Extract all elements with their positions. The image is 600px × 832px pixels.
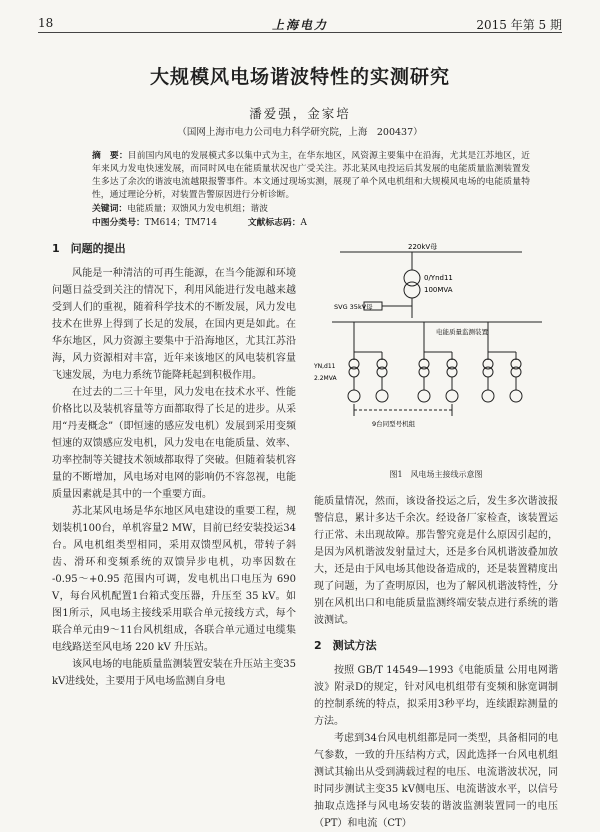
section1-paragraph: 苏北某风电场是华东地区风电建设的重要工程，规划装机100台，单机容量2 MW，目前已经安装投运34台。风电机组类型相同，采用双馈型风机，带转子斜齿、滑环和变频系统的双馈异步电机，功率因数在 -0.95～+0.95 范围内可调，发电机出口电压为 690 V，每台风机配置1台箱式变压器，升压至 35 kV。如图1所示，风电场主接线采用联合单元接线方式，每个联合单元由9～11台风机组成，各联合单元通过电缆集电线路送至风电场 220 kV 升压站。	[52, 506, 296, 653]
section1-paragraph: 风能是一种清洁的可再生能源，在当今能源和环境问题日益受到关注的情况下，利用风能进行发电越来越受到人们的重视，随着科学技术的不断发展，风力发电技术在世界上得到了长足的发展，在国内更是如此。在华东地区，风力资源主要集中于沿海地区，尤其江苏沿海，风力资源相对丰富，近年来该地区的风电装机容量飞速发展，为电力系统节能降耗起到积极作用。	[52, 268, 296, 381]
unit-note-label: 9台同型号机组	[372, 420, 416, 428]
unit-capacity-label: 2.2MVA	[314, 375, 337, 382]
keywords: 电能质量；双馈风力发电机组；谐波	[127, 204, 268, 214]
figure-caption: 图1 风电场主接线示意图	[389, 470, 483, 479]
left-column	[52, 240, 296, 690]
abstract-label: 摘 要：	[92, 151, 128, 161]
grid-voltage-label: 220kV母	[408, 243, 438, 251]
transformer-type-label: 0/Ynd11	[424, 274, 453, 282]
wiring-diagram	[312, 240, 560, 485]
abstract-block	[92, 150, 530, 230]
section1-paragraph: 该风电场的电能质量监测装置安装在升压站主变35 kV进线处，主要用于风电场监测自身电	[52, 659, 296, 687]
abstract-text: 目前国内风电的发展模式多以集中式为主，在华东地区，风资源主要集中在沿海，尤其是江苏地区，近年来风力发电快速发展，而同时风电在能质量状况也广受关注。苏北某风电投运后其发展的电能质量监测装置发生多达了余次的谐波电流越限报警事件。本文通过现场实测，展现了单个风电机组和大规模风电场的电能质量特性，通过理论分析，对装置告警原因进行分析诊断。	[92, 151, 530, 200]
doc-code-label: 文献标志码：	[247, 218, 301, 228]
section2-paragraph: 按照 GB/T 14549—1993《电能质量 公用电网谐波》附录D的规定，针对风电机组带有变频和脉宽调制的控制系统的特点，拟采用3秒平均，连续跟踪测量的方法。	[314, 665, 558, 727]
authors: 潘爱强，金家培	[249, 106, 351, 121]
paper-title: 大规模风电场谐波特性的实测研究	[149, 66, 450, 88]
section2-heading: 2 测试方法	[314, 639, 377, 652]
wiring-diagram-svg	[312, 240, 560, 468]
svg-bus-label: SVG 35kV母	[334, 303, 373, 311]
transformer-capacity-label: 100MVA	[424, 286, 453, 294]
unit-connection-label: YN,d11	[314, 363, 336, 370]
section2-paragraph: 考虑到34台风电机组都是同一类型，具备相同的电气参数，一致的升压结构方式，因此选择一台风电机组测试其输出从受到满载过程的电压、电流谐波状况，同时同步测试主变35 kV侧电压、电流谐波水平，以信号抽取点选择与风电场安装的谐波监测装置同一的电压（PT）和电流（CT）	[314, 733, 558, 829]
journal-name: 上海电力	[271, 18, 328, 32]
page-header	[38, 14, 562, 33]
right-column	[314, 493, 558, 832]
class-label: 中图分类号：	[92, 218, 145, 228]
section1-paragraph: 在过去的二三十年里，风力发电在技术水平、性能价格比以及装机容量等方面都取得了长足的进步。从采用“丹麦概念”（即恒速的感应发电机）发展到采用变频恒速的双馈感应发电机，风力发电在电能质量、效率、功率控制等关键技术领域都取得了突破。但随着装机容量的不断增加，风电场对电网的影响仍不容忽视，电能质量因素就是其中的一个重要方面。	[52, 387, 296, 500]
affiliation: （国网上海市电力公司电力科学研究院，上海 200437）	[177, 127, 423, 138]
issue-label: 2015 年第 5 期	[476, 18, 562, 32]
page-number: 18	[38, 16, 54, 30]
keywords-label: 关键词：	[92, 204, 128, 214]
doc-code: A	[300, 218, 307, 228]
continued-paragraph: 能质量情况，然而，该设备投运之后，发生多次谐波报警信息，累计多达千余次。经设备厂家检查，该装置运行正常、未出现故障。那告警究竟是什么原因引起的，是因为风机谐波发射量过大，还是多台风机谐波叠加放大，还是由于风电场其他设备造成的，还是装置精度出现了问题，为了查明原因，也为了解风机谐波特性，分别在风机出口和电能质量监测终端安装点进行系统的谐波测试。	[314, 496, 558, 626]
class-number: TM614；TM714	[144, 218, 217, 228]
meter-label: 电能质量监测装置	[436, 328, 488, 336]
section1-heading: 1 问题的提出	[52, 242, 126, 255]
